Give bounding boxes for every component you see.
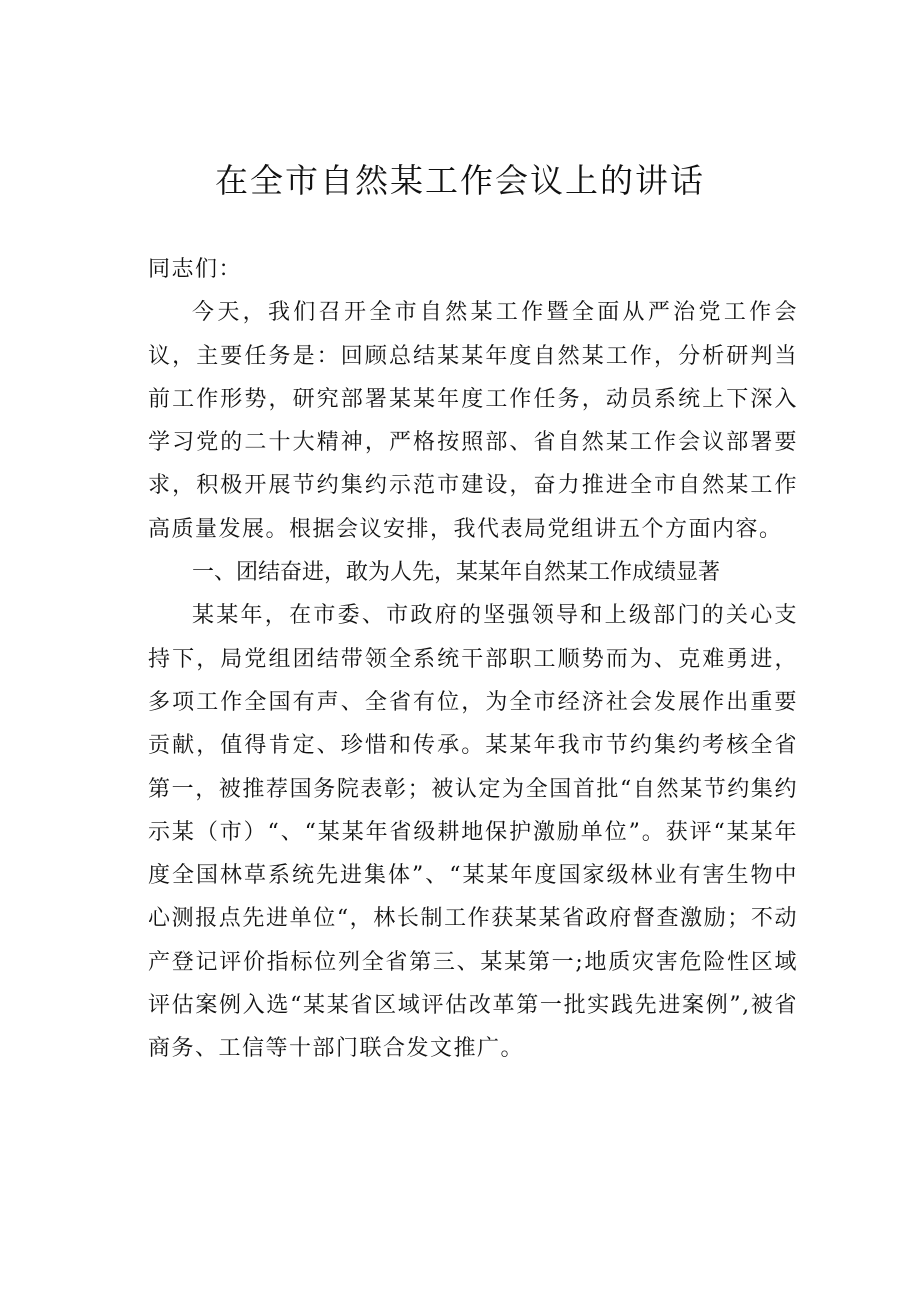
section-paragraph: 某某年，在市委、市政府的坚强领导和上级部门的关心支持下，局党组团结带领全系统干部职工顺势而为、克难勇进，多项工作全国有声、全省有位，为全市经济社会发展作出重要贡献，值得肯定、珍惜和传承。某某年我市节约集约考核全省第一，被推荐国务院表彰；被认定为全国首批“自然某节约集约示某（市）“、“某某年省级耕地保护激励单位”。获评“某某年度全国林草系统先进集体”、“某某年度国家级林业有害生物中心测报点先进单位“，林长制工作获某某省政府督查激励；不动产登记评价指标位列全省第三、某某第一;地质灾害危险性区域评估案例入选“某某省区域评估改革第一批实践先进案例”,被省商务、工信等十部门联合发文推广。 xyxy=(148,603,798,1062)
section-heading: 一、团结奋进，敢为人先，某某年自然某工作成绩显著 xyxy=(192,560,721,586)
document-title: 在全市自然某工作会议上的讲话 xyxy=(215,161,705,200)
intro-paragraph: 今天，我们召开全市自然某工作暨全面从严治党工作会议，主要任务是：回顾总结某某年度自然某工作，分析研判当前工作形势，研究部署某某年度工作任务，动员系统上下深入学习党的二十大精神，严格按照部、省自然某工作会议部署要求，积极开展节约集约示范市建设，奋力推进全市自然某工作高质量发展。根据会议安排，我代表局党组讲五个方面内容。 xyxy=(148,300,798,542)
document-body xyxy=(148,248,798,1071)
salutation: 同志们： xyxy=(148,257,243,282)
